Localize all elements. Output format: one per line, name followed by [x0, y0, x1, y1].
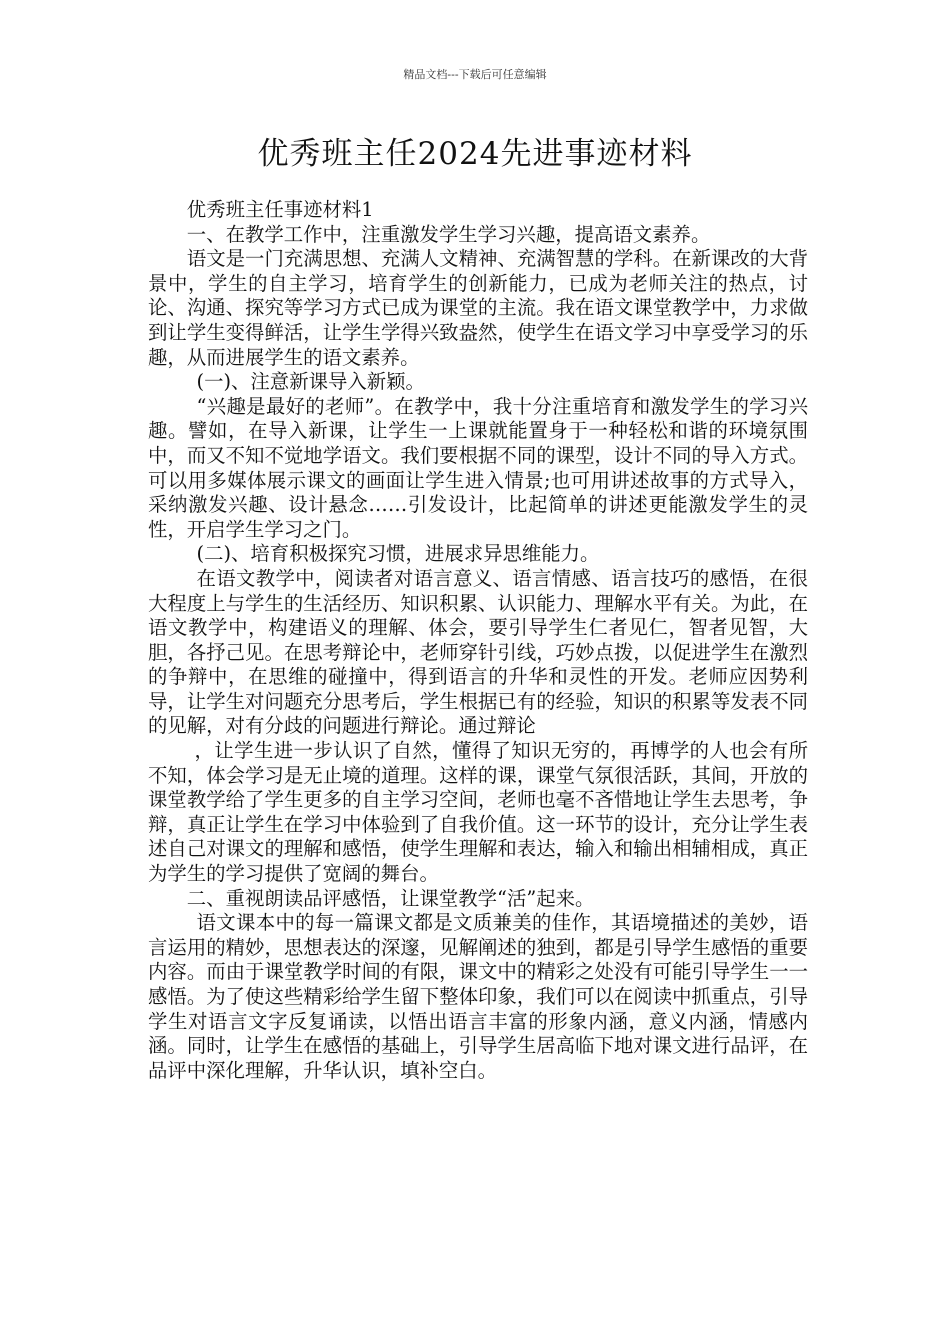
paragraph: 语文课本中的每一篇课文都是文质兼美的佳作，其语境描述的美妙，语言运用的精妙，思想表达的深邃，见解阐述的独到，都是引导学生感悟的重要内容。而由于课堂教学时间的有限，课文中的精彩之处没有可能引导学生一一感悟。为了使这些精彩给学生留下整体印象，我们可以在阅读中抓重点，引导学生对语言文字反复诵读，以悟出语言丰富的形象内涵，意义内涵，情感内涵。同时，让学生在感悟的基础上，引导学生居高临下地对课文进行品评，在品评中深化理解，升华认识，填补空白。 — [148, 911, 808, 1082]
paragraph-section-2-heading: 二、重视朗读品评感悟，让课堂教学“活”起来。 — [186, 886, 595, 910]
paragraph: ，让学生进一步认识了自然，懂得了知识无穷的，再博学的人也会有所不知，体会学习是无止境的道理。这样的课，课堂气氛很活跃，其间，开放的课堂教学给了学生更多的自主学习空间，老师也毫不吝惜地让学生去思考，争辩，真正让学生在学习中体验到了自我价值。这一环节的设计，充分让学生表述自己对课文的理解和感悟，使学生理解和表达，输入和输出相辅相成，真正为学生的学习提供了宽阔的舞台。 — [148, 739, 808, 886]
document-title: 优秀班主任2024先进事迹材料 — [257, 136, 693, 172]
paragraph-subheading-2: (二)、培育积极探究习惯，进展求异思维能力。 — [196, 542, 600, 566]
paragraph: “兴趣是最好的老师”。在教学中，我十分注重培育和激发学生的学习兴趣。譬如，在导入新课，让学生一上课就能置身于一种轻松和谐的环境氛围中，而又不知不觉地学语文。我们要根据不同的课型，设计不同的导入方式。可以用多媒体展示课文的画面让学生进入情景;也可用讲述故事的方式导入，采纳激发兴趣、设计悬念……引发设计，比起简单的讲述更能激发学生的灵性，开启学生学习之门。 — [148, 394, 808, 541]
document-body — [148, 198, 808, 1083]
paragraph-section-1-heading: 一、在教学工作中，注重激发学生学习兴趣，提高语文素养。 — [186, 222, 711, 246]
paragraph-subheading-1: (一)、注意新课导入新颖。 — [196, 370, 425, 394]
paragraph-subtitle: 优秀班主任事迹材料1 — [186, 198, 374, 221]
paragraph: 语文是一门充满思想、充满人文精神、充满智慧的学科。在新课改的大背景中，学生的自主学习，培育学生的创新能力，已成为老师关注的热点，讨论、沟通、探究等学习方式已成为课堂的主流。我在语文课堂教学中，力求做到让学生变得鲜活，让学生学得兴致盎然，使学生在语文学习中享受学习的乐趣，从而进展学生的语文素养。 — [148, 247, 808, 369]
paragraph: 在语文教学中，阅读者对语言意义、语言情感、语言技巧的感悟，在很大程度上与学生的生活经历、知识积累、认识能力、理解水平有关。为此，在语文教学中，构建语义的理解、体会，要引导学生仁者见仁，智者见智，大胆，各抒己见。在思考辩论中，老师穿针引线，巧妙点拨，以促进学生在激烈的争辩中，在思维的碰撞中，得到语言的升华和灵性的开发。老师应因势利导，让学生对问题充分思考后，学生根据已有的经验，知识的积累等发表不同的见解，对有分歧的问题进行辩论。通过辩论 — [148, 566, 808, 738]
header-note: 精品文档---下载后可任意编辑 — [403, 68, 547, 81]
